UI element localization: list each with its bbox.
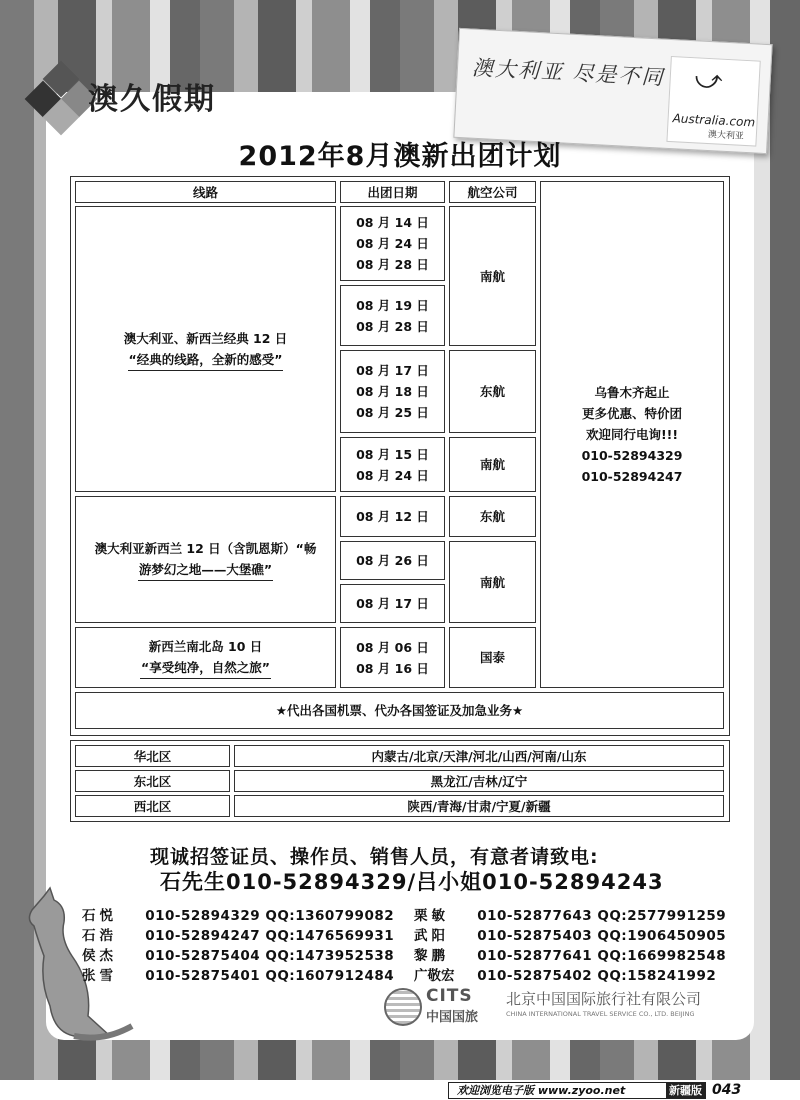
side-note-line: 乌鲁木齐起止 <box>594 385 670 400</box>
australia-logo <box>666 56 760 147</box>
side-note-phone: 010-52894329 <box>581 448 683 463</box>
route-3-name: 新西兰南北岛 10 日 <box>148 639 263 654</box>
page-title: 2012年8月澳新出团计划 <box>238 141 562 172</box>
date-group-6 <box>340 541 445 580</box>
region-name: 西北区 <box>75 795 230 817</box>
route-1-name: 澳大利亚、新西兰经典 12 日 <box>123 330 288 346</box>
contact-qq: QQ:1476569931 <box>265 928 395 944</box>
australia-site: Australia.com <box>672 111 756 130</box>
date-group-7 <box>340 584 445 623</box>
header-date: 出团日期 <box>340 181 445 203</box>
cits-globe-icon <box>384 988 422 1026</box>
date: 08 月 12 日 <box>356 509 429 524</box>
kangaroo-icon: ⤻ <box>693 64 724 96</box>
date-group-2 <box>340 285 445 346</box>
date-group-4 <box>340 437 445 492</box>
date: 08 月 06 日 <box>356 639 429 655</box>
route-2 <box>75 496 336 623</box>
contact-name: 黎鹏 <box>414 948 449 964</box>
footer-edition: 新疆版 <box>666 1083 705 1098</box>
recruit-contacts: 石先生010-52894329/吕小姐010-52894243 <box>160 870 664 894</box>
date-group-1 <box>340 206 445 281</box>
contact-row <box>82 944 394 964</box>
page-number: 043 <box>712 1082 742 1098</box>
route-2-name: 澳大利亚新西兰 12 日（含凯恩斯）“畅 <box>94 541 317 556</box>
side-note-line: 欢迎同行电询!!! <box>585 427 679 442</box>
company-name-cn: 北京中国国际旅行社有限公司 <box>506 990 702 1008</box>
contact-name: 栗敏 <box>414 908 449 924</box>
contact-row <box>414 964 716 984</box>
route-2-tagline: 游梦幻之地——大堡礁” <box>138 559 273 581</box>
date: 08 月 16 日 <box>356 660 429 676</box>
date: 08 月 18 日 <box>356 384 429 399</box>
contact-row <box>82 904 394 924</box>
route-1 <box>75 206 336 492</box>
contact-phone: 010-52894247 <box>145 928 261 944</box>
contact-qq: QQ:1473952538 <box>265 948 395 964</box>
date-group-3 <box>340 350 445 433</box>
side-note-phone: 010-52894247 <box>581 469 683 484</box>
company-name-en: CHINA INTERNATIONAL TRAVEL SERVICE CO., LTD. BEIJING <box>506 1010 695 1018</box>
date: 08 月 19 日 <box>356 297 429 313</box>
date: 08 月 14 日 <box>356 215 429 230</box>
australia-slogan: 澳大利亚 尽是不同 <box>471 55 666 90</box>
contact-name: 广敬宏 <box>414 968 455 984</box>
contact-phone: 010-52875401 <box>145 968 261 984</box>
contact-name: 石悦 <box>82 908 117 924</box>
airline-2: 东航 <box>449 350 536 433</box>
contact-row <box>82 964 394 984</box>
footer-bar <box>448 1082 706 1099</box>
date: 08 月 17 日 <box>356 596 429 611</box>
contact-row <box>414 944 726 964</box>
brand-name: 澳久假期 <box>88 82 216 117</box>
region-name: 华北区 <box>75 745 230 767</box>
contact-qq: QQ:1906450905 <box>597 928 727 944</box>
route-3 <box>75 627 336 688</box>
side-note <box>540 181 724 688</box>
contact-qq: QQ:1607912484 <box>265 968 395 984</box>
contact-qq: QQ:2577991259 <box>597 908 727 924</box>
cits-logo-text: CITS <box>426 986 473 1006</box>
airline-6: 国泰 <box>449 627 536 688</box>
contact-row <box>82 924 394 944</box>
table-footnote: ★代出各国机票、代办各国签证及加急业务★ <box>75 692 724 729</box>
contact-phone: 010-52875402 <box>477 968 593 984</box>
route-3-tagline: “享受纯净，自然之旅” <box>140 657 271 679</box>
contact-qq: QQ:158241992 <box>597 968 717 984</box>
date-group-8 <box>340 627 445 688</box>
contact-qq: QQ:1360799082 <box>265 908 395 924</box>
date: 08 月 25 日 <box>356 405 429 420</box>
date: 08 月 28 日 <box>356 318 429 334</box>
airline-3: 南航 <box>449 437 536 492</box>
date: 08 月 24 日 <box>356 236 429 251</box>
date: 08 月 24 日 <box>356 467 429 483</box>
header-airline: 航空公司 <box>449 181 536 203</box>
contact-name: 武阳 <box>414 928 449 944</box>
contact-phone: 010-52877641 <box>477 948 593 964</box>
date: 08 月 26 日 <box>356 553 429 568</box>
contact-phone: 010-52875404 <box>145 948 261 964</box>
airline-4: 东航 <box>449 496 536 537</box>
recruit-notice: 现诚招签证员、操作员、销售人员，有意者请致电: <box>150 846 599 868</box>
footer-text: 欢迎浏览电子版 www.zyoo.net <box>457 1084 626 1097</box>
region-provinces: 黑龙江/吉林/辽宁 <box>234 770 724 792</box>
contact-phone: 010-52877643 <box>477 908 593 924</box>
contact-row <box>414 924 726 944</box>
company-block <box>384 986 744 1026</box>
date: 08 月 17 日 <box>356 363 429 378</box>
contact-name: 侯杰 <box>82 948 117 964</box>
contact-phone: 010-52894329 <box>145 908 261 924</box>
region-provinces: 陕西/青海/甘肃/宁夏/新疆 <box>234 795 724 817</box>
side-note-line: 更多优惠、特价团 <box>581 406 682 421</box>
region-name: 东北区 <box>75 770 230 792</box>
australia-site-cn: 澳大利亚 <box>707 130 745 142</box>
date: 08 月 15 日 <box>356 446 429 462</box>
route-1-tagline: “经典的线路，全新的感受” <box>128 349 284 371</box>
contact-name: 石浩 <box>82 928 117 944</box>
contact-name: 张雪 <box>82 968 117 984</box>
contact-phone: 010-52875403 <box>477 928 593 944</box>
header-route: 线路 <box>75 181 336 203</box>
date-group-5 <box>340 496 445 537</box>
contact-row <box>414 904 726 924</box>
airline-5: 南航 <box>449 541 536 623</box>
contact-qq: QQ:1669982548 <box>597 948 727 964</box>
airline-1: 南航 <box>449 206 536 346</box>
cits-logo-cn: 中国国旅 <box>426 1010 479 1025</box>
region-provinces: 内蒙古/北京/天津/河北/山西/河南/山东 <box>234 745 724 767</box>
date: 08 月 28 日 <box>356 257 429 272</box>
